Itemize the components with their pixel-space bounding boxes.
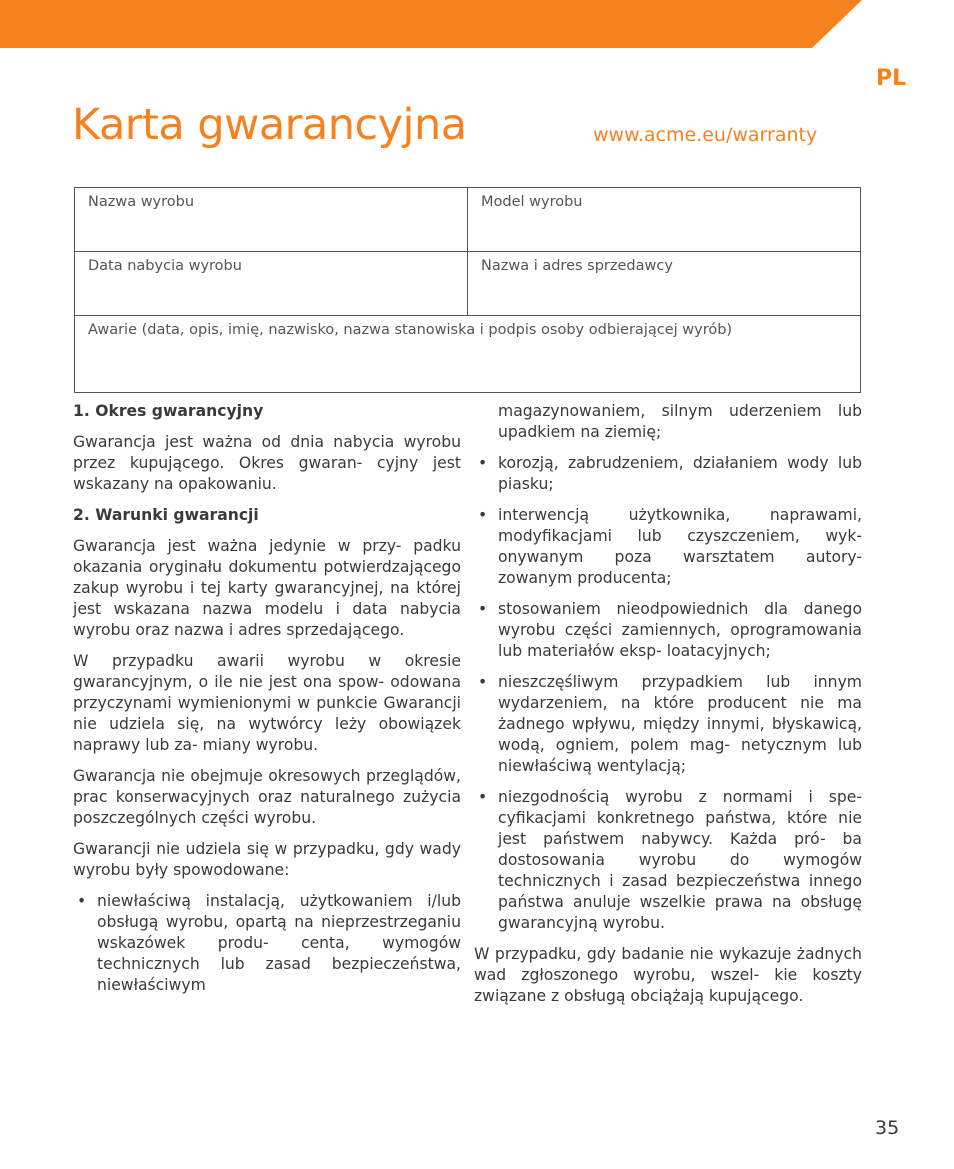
left-column xyxy=(73,401,461,1006)
list-item-text: niezgodnością wyrobu z normami i spe- cyfikacjami konkretnego państwa, które nie jest państwem nabywcy. Każda pró- ba dostosowania wyrobu do wymogów technicznych i zasad bezpieczeństwa innego państwa anuluje wszelkie prawa na obsługę gwarancyjną wyrobu. xyxy=(498,788,862,932)
list-item-text: korozją, zabrudzeniem, działaniem wody lub piasku; xyxy=(498,454,862,493)
list-item xyxy=(474,453,862,495)
section-2-paragraph: Gwarancja nie obejmuje okresowych przeglądów, prac konserwacyjnych oraz naturalnego zużycia poszczególnych części wyrobu. xyxy=(73,767,461,827)
language-label: PL xyxy=(876,66,907,91)
list-item-text: nieszczęśliwym przypadkiem lub innym wydarzeniem, na które producent nie ma żadnego wpływu, między innymi, błyskawicą, wodą, ogniem, polem mag- netycznym lub niewłaściwą wentylacją; xyxy=(498,673,862,775)
purchase-date-field[interactable] xyxy=(75,252,468,315)
exclusions-list xyxy=(73,891,461,996)
bullet-icon: • xyxy=(77,892,87,910)
list-item-text: magazynowaniem, silnym uderzeniem lub upadkiem na ziemię; xyxy=(498,402,862,441)
warranty-url: www.acme.eu/warranty xyxy=(593,124,818,146)
bullet-icon: • xyxy=(478,454,488,472)
list-item-text: stosowaniem nieodpowiednich dla danego wyrobu części zamiennych, oprogramowania lub materiałów eksp- loatacyjnych; xyxy=(498,600,862,660)
right-column xyxy=(474,401,862,1017)
seller-field[interactable] xyxy=(468,252,860,315)
list-item xyxy=(73,891,461,996)
section-2-paragraph: W przypadku awarii wyrobu w okresie gwarancyjnym, o ile nie jest ona spow- odowana przyczynami wymienionymi w punkcie Gwarancji nie udziela się, na wytwórcy leży obowiązek naprawy lub za- miany wyrobu. xyxy=(73,652,461,754)
section-2-paragraph: Gwarancja jest ważna jedynie w przy- padku okazania oryginału dokumentu potwierdzającego zakup wyrobu i tej karty gwarancyjnej, na której jest wskazana nazwa modelu i data nabycia wyrobu oraz nazwa i adres sprzedającego. xyxy=(73,537,461,639)
list-item xyxy=(474,599,862,662)
warranty-form-table xyxy=(74,187,861,393)
faults-field[interactable] xyxy=(75,316,860,391)
bullet-icon: • xyxy=(478,600,488,618)
page-number: 35 xyxy=(875,1117,900,1139)
list-item xyxy=(474,672,862,777)
top-accent-bar xyxy=(0,0,862,48)
bullet-icon: • xyxy=(478,506,488,524)
section-2-paragraph: Gwarancji nie udziela się w przypadku, gdy wady wyrobu były spowodowane: xyxy=(73,840,461,879)
field-label: Nazwa i adres sprzedawcy xyxy=(481,258,673,274)
field-label: Data nabycia wyrobu xyxy=(88,258,242,274)
closing-paragraph: W przypadku, gdy badanie nie wykazuje żadnych wad zgłoszonego wyrobu, wszel- kie koszty związane z obsługą obciążają kupującego. xyxy=(474,945,862,1005)
field-label: Model wyrobu xyxy=(481,194,583,210)
list-item xyxy=(474,401,862,443)
product-name-field[interactable] xyxy=(75,188,468,251)
field-label: Awarie (data, opis, imię, nazwisko, nazwa stanowiska i podpis osoby odbierającej wyrób) xyxy=(88,322,733,338)
section-1-paragraph: Gwarancja jest ważna od dnia nabycia wyrobu przez kupującego. Okres gwaran- cyjny jest wskazany na opakowaniu. xyxy=(73,433,461,493)
exclusions-list xyxy=(474,401,862,934)
form-row xyxy=(75,316,860,391)
form-row xyxy=(75,252,860,316)
list-item xyxy=(474,787,862,934)
list-item-text: interwencją użytkownika, naprawami, modyfikacjami lub czyszczeniem, wyk- onywanym poza warsztatem autory- zowanym producenta; xyxy=(498,506,862,587)
section-2-heading: 2. Warunki gwarancji xyxy=(73,506,259,524)
bullet-icon: • xyxy=(478,673,488,691)
bullet-icon: • xyxy=(478,788,488,806)
list-item xyxy=(474,505,862,589)
field-label: Nazwa wyrobu xyxy=(88,194,195,210)
section-1-heading: 1. Okres gwarancyjny xyxy=(73,402,264,420)
list-item-text: niewłaściwą instalacją, użytkowaniem i/lub obsługą wyrobu, opartą na nieprzestrzeganiu wskazówek produ- centa, wymogów technicznych lub zasad bezpieczeństwa, niewłaściwym xyxy=(97,892,461,994)
product-model-field[interactable] xyxy=(468,188,860,251)
form-row xyxy=(75,188,860,252)
page-title: Karta gwarancyjna xyxy=(72,100,467,150)
